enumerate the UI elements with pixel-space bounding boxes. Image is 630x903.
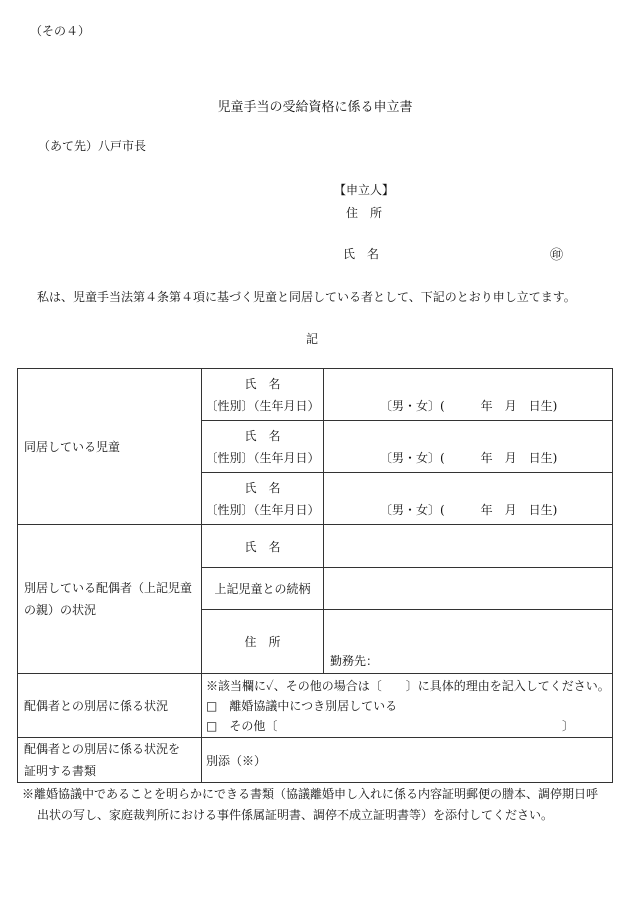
- workplace-label: 勤務先：: [330, 654, 379, 668]
- proof-row: [18, 738, 613, 783]
- child-name-label: 氏 名: [244, 376, 281, 391]
- child-sex-birth-value: 〔男・女〕( 年 月 日生): [380, 502, 558, 517]
- applicant-heading: 【申立人】: [334, 183, 395, 197]
- separation-row: [18, 674, 613, 738]
- cohabiting-child-row: [18, 369, 613, 421]
- proof-label-line2: 証明する書類: [24, 764, 97, 778]
- separation-instruction: ※該当欄に✓、その他の場合は〔 〕に具体的理由を記入してください。: [206, 678, 610, 693]
- seal-mark: ㊞: [550, 248, 564, 263]
- option-other-label: □ その他〔: [206, 718, 278, 733]
- child-sex-birth-value: 〔男・女〕( 年 月 日生): [380, 450, 558, 465]
- spouse-address-value[interactable]: [324, 610, 613, 674]
- spouse-name-row: [18, 525, 613, 568]
- spouse-label-line2: の親）の状況: [24, 603, 97, 617]
- child-sex-birth-value: 〔男・女〕( 年 月 日生): [380, 398, 558, 413]
- declaration-table: [17, 368, 613, 783]
- child-label-cell: [202, 369, 324, 421]
- spouse-address-label: 住 所: [202, 610, 324, 674]
- ki-heading: 記: [306, 332, 319, 346]
- statement-text: 私は、児童手当法第４条第４項に基づく児童と同居している者として、下記のとおり申し立てます。: [37, 290, 576, 304]
- proof-label: [18, 738, 202, 783]
- footnote-line1: ※離婚協議中であることを明らかにできる書類（協議離婚申し入れに係る内容証明郵便の謄本、調停期日呼: [22, 787, 599, 801]
- option-divorce-negotiation[interactable]: □ 離婚協議中につき別居している: [206, 698, 398, 713]
- spouse-label: [18, 525, 202, 674]
- child-name-label: 氏 名: [244, 428, 281, 443]
- spouse-name-label: 氏 名: [202, 525, 324, 568]
- spouse-relation-value[interactable]: [324, 568, 613, 610]
- form-number: （その４）: [30, 24, 91, 38]
- proof-label-line1: 配偶者との別居に係る状況を: [24, 742, 181, 756]
- child-value-cell[interactable]: [324, 421, 613, 473]
- cohabiting-label: 同居している児童: [18, 369, 202, 525]
- spouse-label-line1: 別居している配偶者（上記児童: [24, 581, 193, 595]
- option-other[interactable]: [206, 716, 612, 736]
- child-sex-birth-label: 〔性別〕（生年月日）: [205, 502, 320, 517]
- child-sex-birth-label: 〔性別〕（生年月日）: [205, 398, 320, 413]
- child-label-cell: [202, 473, 324, 525]
- document-title: 児童手当の受給資格に係る申立書: [217, 100, 413, 115]
- child-sex-birth-label: 〔性別〕（生年月日）: [205, 450, 320, 465]
- spouse-relation-label: 上記児童との続柄: [202, 568, 324, 610]
- child-value-cell[interactable]: [324, 369, 613, 421]
- addressee: （あて先）八戸市長: [38, 139, 147, 153]
- child-value-cell[interactable]: [324, 473, 613, 525]
- proof-value: 別添（※）: [202, 738, 613, 783]
- option-other-close: 〕: [561, 718, 574, 733]
- applicant-name-label: 氏 名: [343, 247, 380, 261]
- footnote-line2: 出状の写し、家庭裁判所における事件係属証明書、調停不成立証明書等）を添付してください。: [37, 808, 554, 822]
- spouse-name-value[interactable]: [324, 525, 613, 568]
- child-label-cell: [202, 421, 324, 473]
- separation-label: 配偶者との別居に係る状況: [18, 674, 202, 738]
- child-name-label: 氏 名: [244, 480, 281, 495]
- separation-options: [202, 674, 613, 738]
- applicant-address-label: 住 所: [346, 206, 383, 220]
